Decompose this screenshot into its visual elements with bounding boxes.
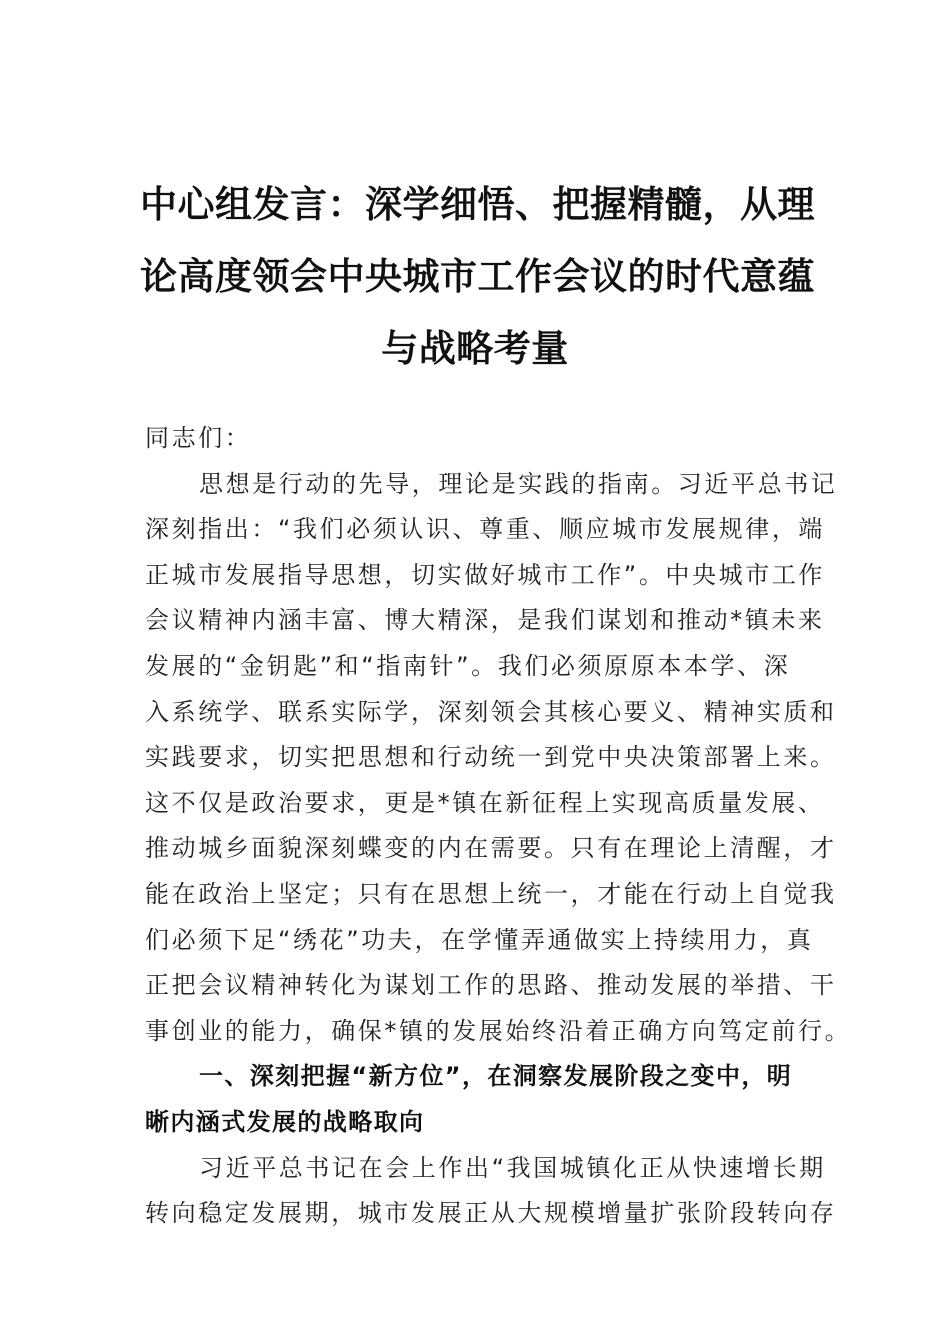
paragraph-2 [145,1146,837,1237]
paragraph-line: 推动城乡面貌深刻蝶变的内在需要。只有在理论上清醒，才 [145,834,837,863]
paragraph-line: 转向稳定发展期，城市发展正从大规模增量扩张阶段转向存 [145,1199,837,1228]
section-1-heading [145,1054,807,1145]
paragraph-line: 事创业的能力，确保*镇的发展始终沿着正确方向笃定前行。 [145,1016,852,1045]
title-line: 论高度领会中央城市工作会议的时代意蕴 [140,254,815,298]
title-line: 中心组发言：深学细悟、把握精髓，从理 [140,182,815,226]
paragraph-line: 思想是行动的先导，理论是实践的指南。习近平总书记 [199,469,838,498]
heading-line: 晰内涵式发展的战略取向 [145,1107,425,1136]
paragraph-line: 们必须下足“绣花”功夫，在学懂弄通做实上持续用力，真 [145,925,814,954]
paragraph-line: 习近平总书记在会上作出“我国城镇化正从快速增长期 [199,1153,826,1182]
paragraph-line: 这不仅是政治要求，更是*镇在新征程上实现高质量发展、 [145,788,825,817]
document-title [140,168,815,384]
paragraph-1 [145,462,852,1055]
paragraph-line: 深刻指出：“我们必须认识、尊重、顺应城市发展规律，端 [145,515,826,544]
heading-line: 一、深刻把握“新方位”，在洞察发展阶段之变中，明 [199,1062,793,1091]
paragraph-line: 会议精神内涵丰富、博大精深，是我们谋划和推动*镇未来 [145,606,825,635]
paragraph-line: 正城市发展指导思想，切实做好城市工作”。中央城市工作 [145,560,826,589]
paragraph-line: 发展的“金钥匙”和“指南针”。我们必须原原本本学、深 [145,651,791,680]
paragraph-line: 能在政治上坚定；只有在思想上统一，才能在行动上自觉我 [145,879,837,908]
paragraph-line: 正把会议精神转化为谋划工作的思路、推动发展的举措、干 [145,971,837,1000]
title-line: 与战略考量 [381,326,569,370]
paragraph-line: 实践要求，切实把思想和行动统一到党中央决策部署上来。 [145,743,837,772]
salutation: 同志们： [145,424,252,452]
document-body [145,416,852,1237]
paragraph-line: 入系统学、联系实际学，深刻领会其核心要义、精神实质和 [145,697,837,726]
